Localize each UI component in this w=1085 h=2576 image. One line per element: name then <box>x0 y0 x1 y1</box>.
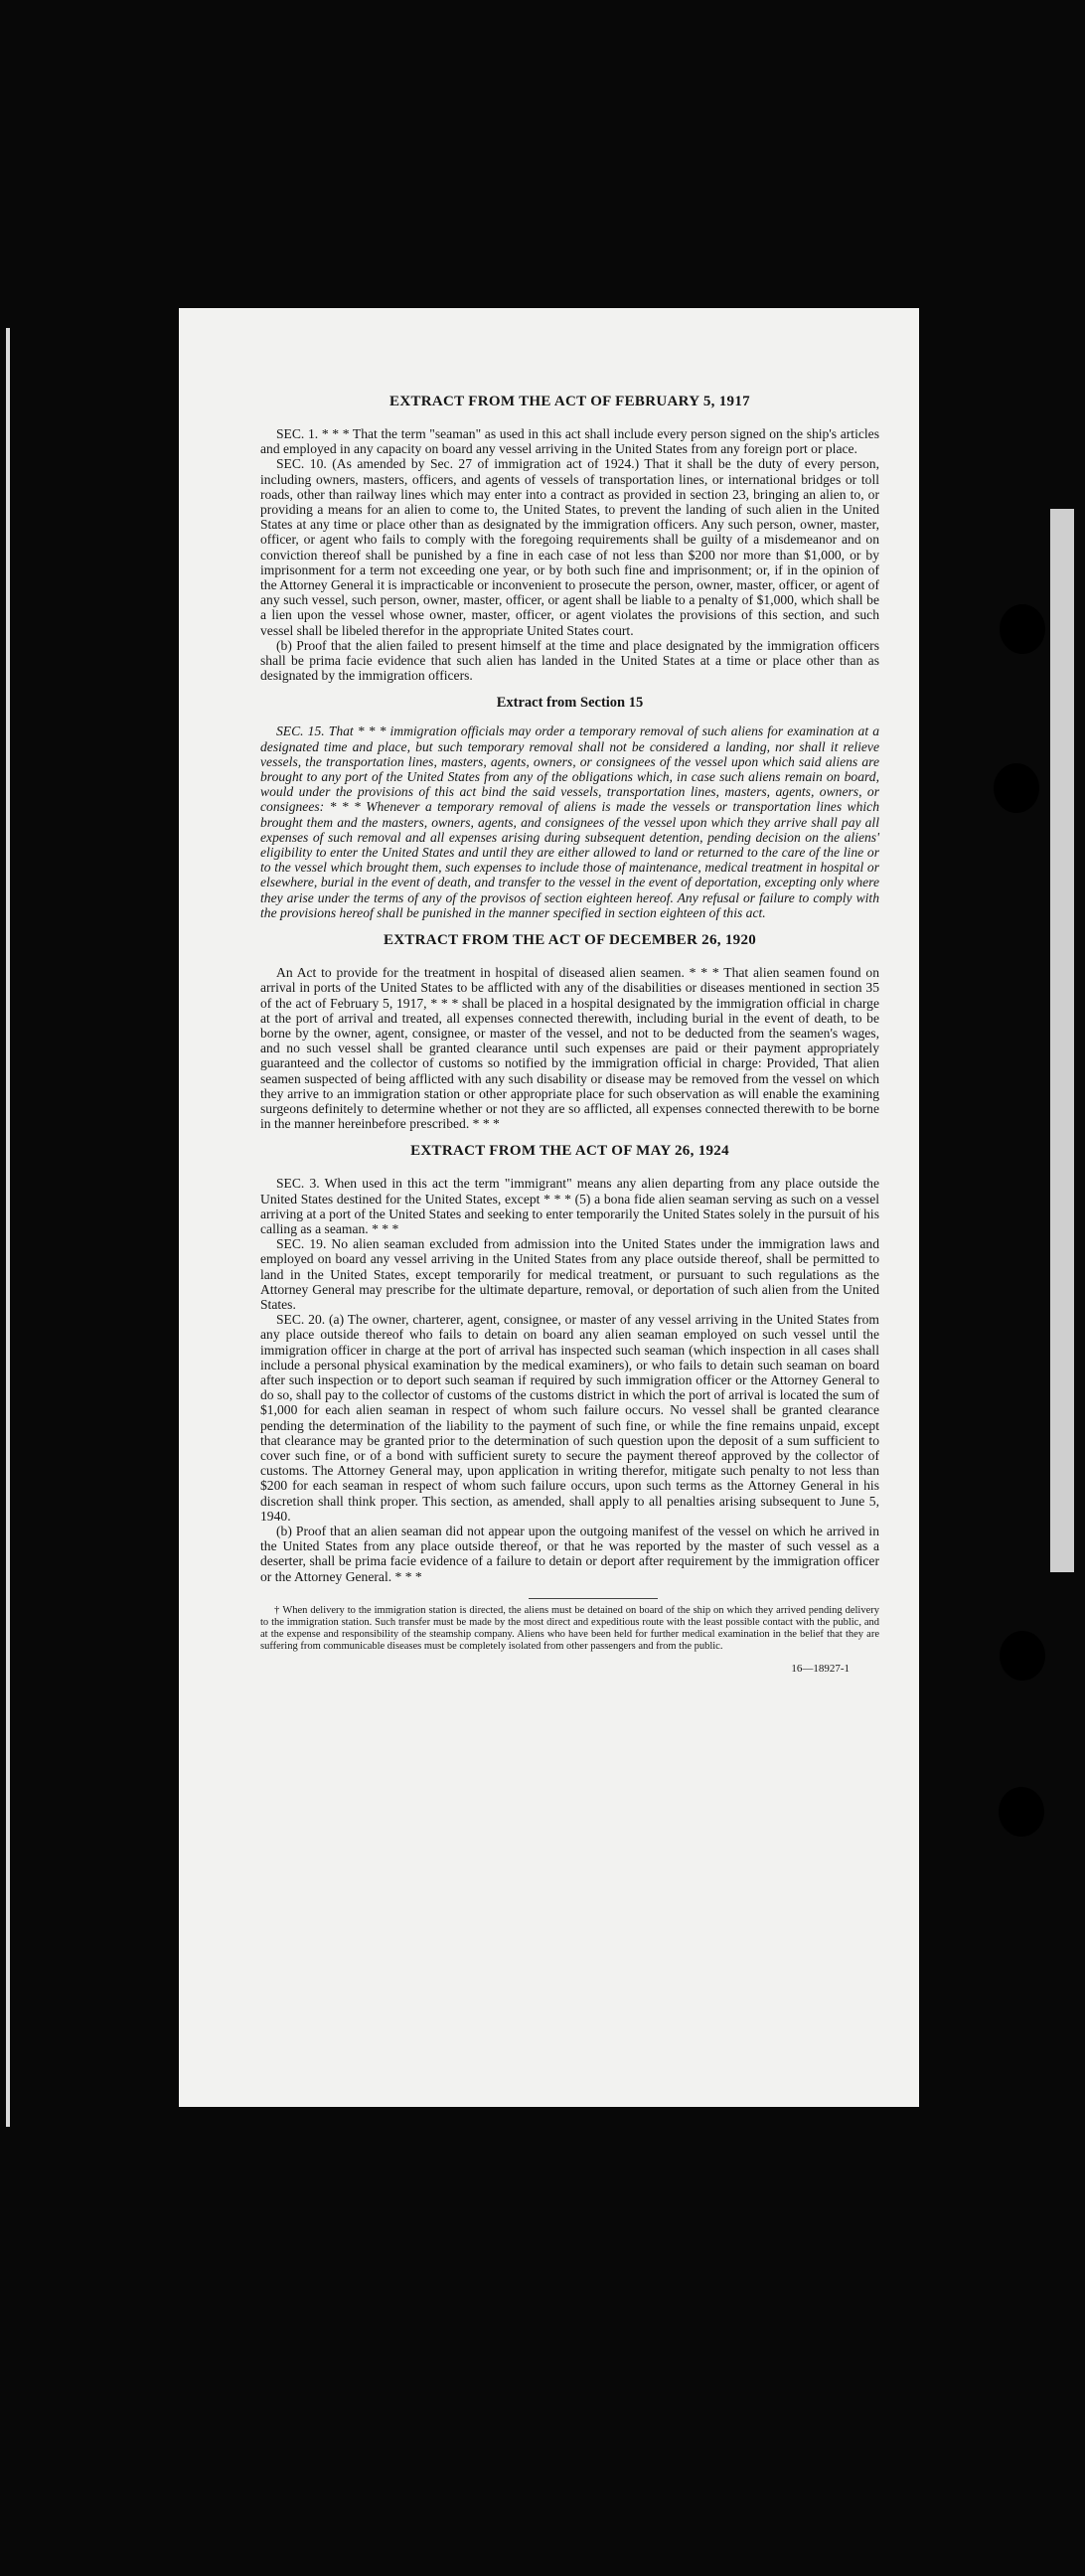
paragraph-sec-10: SEC. 10. (As amended by Sec. 27 of immigration act of 1924.) That it shall be the duty of every person, including owners, masters, officers, and agents of vessels of transportation lines, or international bridges or toll roads, other than railway lines which may enter into a contract as provided in section 23, bringing an alien to, or providing a means for an alien to come to, the United States, to prevent the landing of such alien in the United States at any time or place other than as designated by the immigration officers. Any such person, owner, master, officer, or agent who fails to comply with the foregoing requirements shall be guilty of a misdemeanor and on conviction thereof shall be punished by a fine in each case of not less than $200 nor more than $1,000, or by imprisonment for a term not exceeding one year, or by both such fine and imprisonment; or, if in the opinion of the Attorney General it is impracticable or inconvenient to prosecute the person, owner, master, officer, or agent of any such vessel, such person, owner, master, officer, or agent shall be liable to a penalty of $1,000, which shall be a lien upon the vessel whose owner, master, officer, or agent violates the provisions of this section, and such vessel shall be libeled therefor in the appropriate United States court. <box>260 456 879 638</box>
paragraph-sec-20a: SEC. 20. (a) The owner, charterer, agent, consignee, or master of any vessel arriving in the United States from any place outside thereof who fails to detain on board any alien seaman employed on such vessel until the immigration officer in charge at the port of arrival has inspected such seaman (which inspection in all cases shall include a personal physical examination by the medical examiners), or who fails to detain such seaman on board after such inspection or to deport such seaman if required by such immigration officer or the Attorney General to do so, shall pay to the collector of customs of the customs district in which the port of arrival is located the sum of $1,000 for each alien seaman in respect of whom such failure occurs. No vessel shall be granted clearance pending the determination of the liability to the payment of such fine, or while the fine remains unpaid, except that clearance may be granted prior to the determination of such question upon the deposit of a sum sufficient to cover such fine, or of a bond with sufficient surety to secure the payment thereof approved by the collector of customs. The Attorney General may, upon application in writing therefor, mitigate such penalty to not less than $200 for each seaman in respect of whom such failure occurs, upon such terms as the Attorney General in his discretion shall think proper. This section, as amended, shall apply to all penalties arising subsequent to June 5, 1940. <box>260 1312 879 1524</box>
film-edge-right <box>1050 509 1074 1572</box>
film-edge-left <box>6 328 10 2127</box>
paragraph-sec-3: SEC. 3. When used in this act the term "immigrant" means any alien departing from any place outside the United States destined for the United States, except * * * (5) a bona fide alien seaman serving as such on a vessel arriving at a port of the United States and seeking to enter temporarily the United States solely in the pursuit of his calling as a seaman. * * * <box>260 1176 879 1236</box>
paragraph-sec-10b: (b) Proof that the alien failed to present himself at the time and place designated by the immigration officers shall be prima facie evidence that such alien has landed in the United States at a time or place other than as designated by the immigration officers. <box>260 637 879 684</box>
heading-act-1917: EXTRACT FROM THE ACT OF FEBRUARY 5, 1917 <box>389 394 750 409</box>
footnote-rule <box>529 1598 658 1599</box>
paragraph-sec-1: SEC. 1. * * * That the term "seaman" as used in this act shall include every person signed on the ship's articles and employed in any capacity on board any vessel arriving in the United States from any foreign port or place. <box>260 426 879 457</box>
section-act-1920 <box>260 932 879 1131</box>
punch-hole <box>994 763 1039 813</box>
paragraph-sec-19: SEC. 19. No alien seaman excluded from admission into the United States under the immigration laws and employed on board any vessel arriving in the United States from any place outside thereof, shall be permitted to land in the United States, except temporarily for medical treatment, or pursuant to such regulations as the Attorney General may prescribe for the ultimate departure, removal, or deportation of such alien from the United States. <box>260 1236 879 1312</box>
footnote: † When delivery to the immigration station is directed, the aliens must be detained on board of the ship on which they arrived pending delivery to the immigration station. Such transfer must be made by the most direct and expeditious route with the least possible contact with the public, and at the expense and responsibility of the steamship company. Aliens who have been held for further medical examination in the belief that they are suffering from communicable diseases must be completely isolated from other passengers and from the public. <box>260 1604 879 1652</box>
heading-section-15: Extract from Section 15 <box>496 695 644 712</box>
section-act-1924 <box>260 1143 879 1583</box>
section-15 <box>260 695 879 920</box>
paragraph-sec-20b: (b) Proof that an alien seaman did not appear upon the outgoing manifest of the vessel on which he arrived in the United States from any place outside thereof, or that he was reported by the master of such vessel as a deserter, shall be prima facie evidence of a failure to detain or deport after requirement by the immigration officer or the Attorney General. * * * <box>260 1524 879 1584</box>
heading-act-1920: EXTRACT FROM THE ACT OF DECEMBER 26, 1920 <box>383 932 757 949</box>
paragraph-sec-15: SEC. 15. That * * * immigration officials may order a temporary removal of such aliens for examination at a designated time and place, but such temporary removal shall not be considered a landing, nor shall it relieve vessels, the transportation lines, masters, agents, owners, or consignees of the vessel upon which said aliens are brought to any port of the United States from any of the obligations which, in case such aliens remain on board, would under the provisions of this act bind the said vessels, transportation lines, masters, agents, owners, or consignees: * * * Whenever a temporary removal of aliens is made the vessels or transportation lines which brought them and the masters, owners, agents, and consignees of the vessel upon which they arrive shall pay all expenses of such removal and all expenses arising during subsequent detention, pending decision on the aliens' eligibility to enter the United States and until they are either allowed to land or returned to the care of the line or to the vessel which brought them, such expenses to include those of maintenance, medical treatment in hospital or elsewhere, burial in the event of death, and transfer to the vessel in the event of deportation, excepting only where they arise under the terms of any of the provisos of section eighteen hereof. Any refusal or failure to comply with the provisions hereof shall be punished in the manner specified in section eighteen of this act. <box>260 724 879 920</box>
punch-hole <box>999 1787 1044 1837</box>
punch-hole <box>1000 1631 1045 1681</box>
heading-act-1924: EXTRACT FROM THE ACT OF MAY 26, 1924 <box>410 1143 729 1160</box>
form-number: 16—18927-1 <box>791 1662 850 1675</box>
paragraph-act-1920: An Act to provide for the treatment in hospital of diseased alien seamen. * * * That alien seamen found on arrival in ports of the United States to be afflicted with any of the disabilities or diseases mentioned in section 35 of the act of February 5, 1917, * * * shall be placed in a hospital designated by the immigration official in charge at the port of arrival and treated, all expenses connected therewith, including burial in the event of death, to be borne by the owner, agent, consignee, or master of the vessel, and not to be deducted from the seamen's wages, and no such vessel shall be granted clearance until such expenses are paid or their payment appropriately guaranteed and the collector of customs so notified by the immigration official in charge: Provided, That alien seamen suspected of being afflicted with any such disability or disease may be removed from the vessel on which they arrive to an immigration station or other appropriate place for such observation as will enable the examining surgeons definitely to determine whether or not they are so afflicted, all expenses connected therewith to be borne in the manner hereinbefore prescribed. * * * <box>260 965 879 1132</box>
section-act-1917 <box>260 394 879 683</box>
punch-hole <box>1000 604 1045 654</box>
document-page <box>179 308 919 2107</box>
